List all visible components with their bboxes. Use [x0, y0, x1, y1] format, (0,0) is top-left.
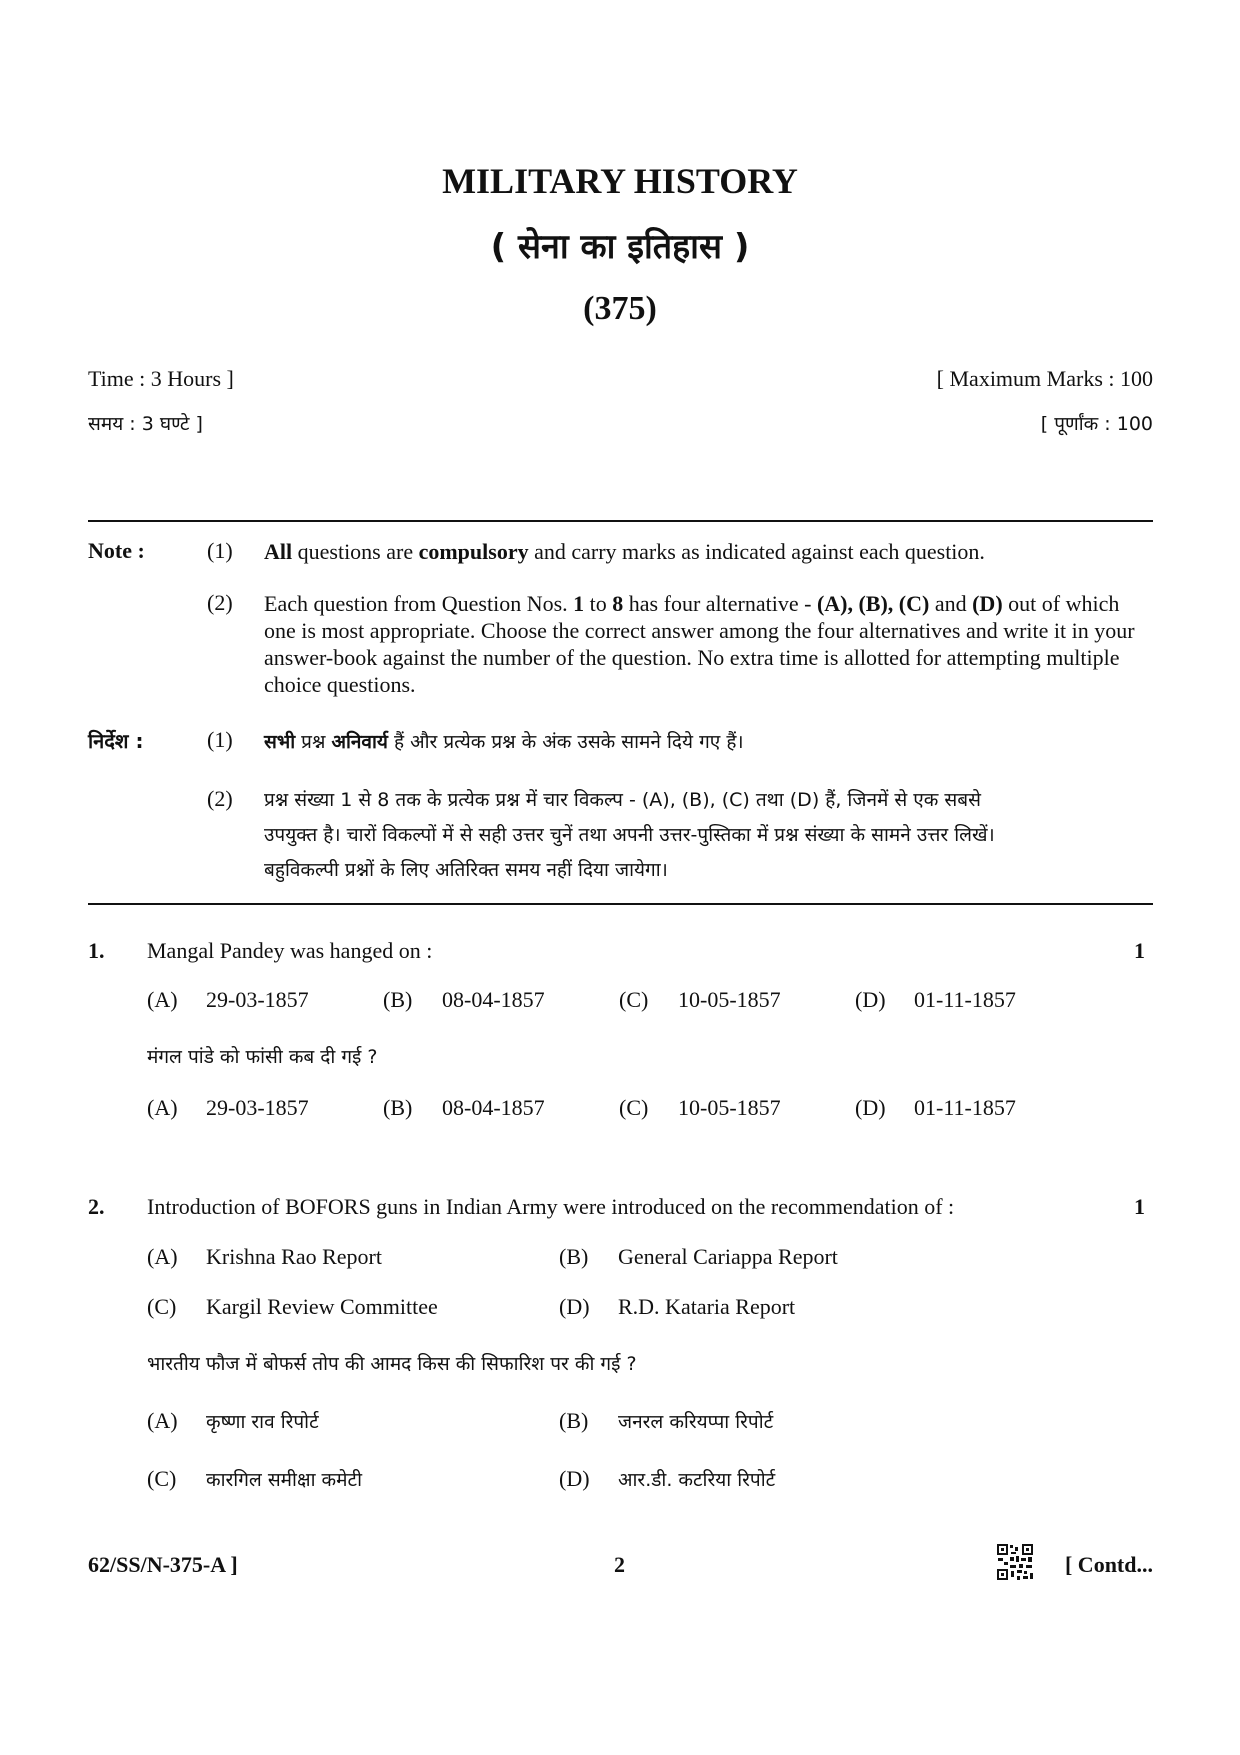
question-number: 1. — [88, 938, 105, 963]
note-hi-2-line2: उपयुक्त है। चारों विकल्पों में से सही उत्तर चुनें तथा अपनी उत्तर-पुस्तिका में प्रश्न संख्या के सामने उत्तर लिखें। — [264, 824, 995, 846]
option-label: (D) — [559, 1466, 590, 1491]
option-text: 29-03-1857 — [206, 987, 309, 1012]
note-hi-2-line1: प्रश्न संख्या 1 से 8 तक के प्रत्येक प्रश्न में चार विकल्प - (A), (B), (C) तथा (D) हैं, जिनमें से एक सबसे — [264, 789, 981, 811]
option-text: आर.डी. कटरिया रिपोर्ट — [618, 1469, 776, 1491]
option-text: General Cariappa Report — [618, 1244, 838, 1269]
time-en: Time : 3 Hours ] — [88, 366, 234, 391]
note-num-2: (2) — [207, 590, 233, 615]
top-rule — [88, 520, 1153, 522]
option-text: Kargil Review Committee — [206, 1294, 438, 1319]
bottom-rule — [88, 903, 1153, 905]
note-label: Note : — [88, 538, 145, 563]
option-label: (B) — [383, 987, 413, 1012]
question-marks: 1 — [1134, 938, 1145, 963]
question-marks: 1 — [1134, 1194, 1145, 1219]
paper-title-hindi: ( सेना का इतिहास ) — [490, 227, 750, 267]
note-hi-2-line3: बहुविकल्पी प्रश्नों के लिए अतिरिक्त समय नहीं दिया जायेगा। — [264, 859, 668, 881]
note-hi-num-1: (1) — [207, 727, 233, 752]
option-label: (C) — [619, 1095, 649, 1120]
option-label: (A) — [147, 987, 178, 1012]
note-en-1: All questions are compulsory and carry marks as indicated against each question. — [264, 539, 985, 564]
qr-code-icon — [996, 1543, 1034, 1581]
question-number: 2. — [88, 1194, 105, 1219]
marks-en: [ Maximum Marks : 100 — [936, 366, 1153, 391]
option-text: 01-11-1857 — [914, 1095, 1016, 1120]
page-number: 2 — [614, 1552, 625, 1577]
time-hi: समय : 3 घण्टे ] — [88, 413, 203, 435]
option-text: 10-05-1857 — [678, 1095, 781, 1120]
note-label-hindi: निर्देश : — [88, 729, 144, 753]
question-text-hindi: भारतीय फौज में बोफर्स तोप की आमद किस की सिफारिश पर की गई ? — [147, 1353, 637, 1375]
option-text: R.D. Kataria Report — [618, 1294, 796, 1319]
option-text: 08-04-1857 — [442, 987, 545, 1012]
option-text: जनरल करियप्पा रिपोर्ट — [618, 1411, 774, 1433]
question-text: Introduction of BOFORS guns in Indian Army were introduced on the recommendation of : — [147, 1194, 955, 1219]
option-label: (D) — [559, 1294, 590, 1319]
question-text: Mangal Pandey was hanged on : — [147, 938, 433, 963]
option-label: (A) — [147, 1244, 178, 1269]
note-en-2: Each question from Question Nos. 1 to 8 has four alternative - (A), (B), (C) and (D) out of which one is most appropriate. Choose the correct answer among the four alternatives and write it in your answer-book against the number of the question. No extra time is allotted for attempting multiple choice questions. — [264, 591, 1135, 697]
option-label: (C) — [619, 987, 649, 1012]
option-label: (D) — [855, 987, 886, 1012]
option-label: (C) — [147, 1466, 177, 1491]
option-text: Krishna Rao Report — [206, 1244, 382, 1269]
subject-code: (375) — [583, 290, 657, 327]
option-label: (D) — [855, 1095, 886, 1120]
paper-title: MILITARY HISTORY — [442, 161, 798, 201]
option-text: कारगिल समीक्षा कमेटी — [206, 1469, 362, 1491]
option-label: (A) — [147, 1095, 178, 1120]
option-label: (A) — [147, 1408, 178, 1433]
option-label: (C) — [147, 1294, 177, 1319]
option-text: 01-11-1857 — [914, 987, 1016, 1012]
marks-hi: [ पूर्णांक : 100 — [1040, 413, 1153, 435]
option-text: 29-03-1857 — [206, 1095, 309, 1120]
option-text: कृष्णा राव रिपोर्ट — [206, 1411, 319, 1433]
option-text: 08-04-1857 — [442, 1095, 545, 1120]
option-text: 10-05-1857 — [678, 987, 781, 1012]
question-text-hindi: मंगल पांडे को फांसी कब दी गई ? — [147, 1046, 378, 1068]
note-num-1: (1) — [207, 538, 233, 563]
note-hi-1: सभी प्रश्न अनिवार्य हैं और प्रत्येक प्रश्न के अंक उसके सामने दिये गए हैं। — [264, 731, 744, 753]
option-label: (B) — [383, 1095, 413, 1120]
continued-label: [ Contd... — [1064, 1552, 1153, 1577]
footer-code: 62/SS/N-375-A ] — [88, 1552, 238, 1577]
option-label: (B) — [559, 1244, 589, 1269]
note-hi-num-2: (2) — [207, 786, 233, 811]
option-label: (B) — [559, 1408, 589, 1433]
